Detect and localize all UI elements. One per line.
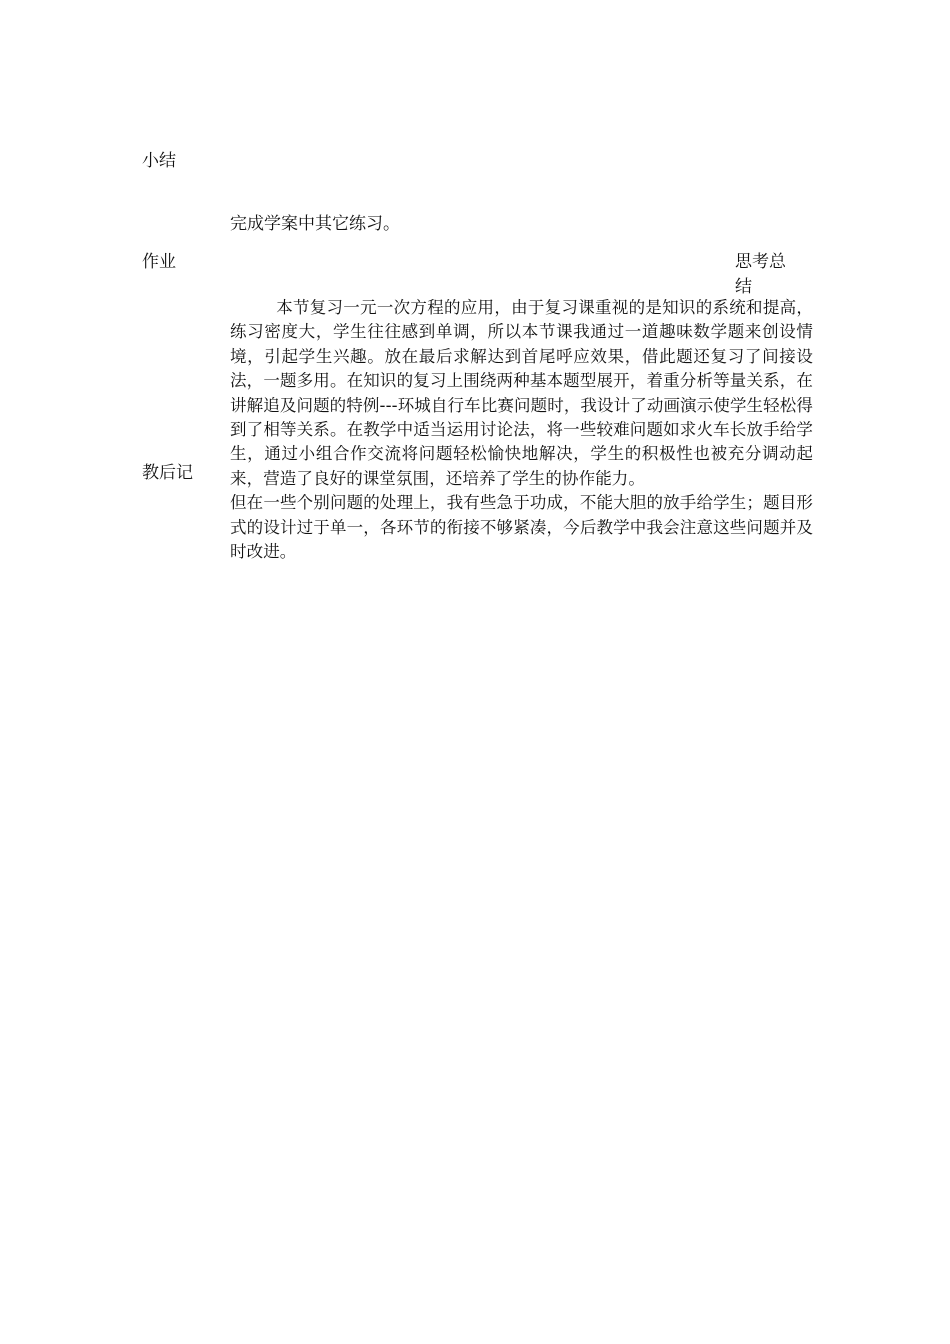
label-reflection: 教后记 — [142, 463, 193, 483]
reflection-paragraph: 但在一些个别问题的处理上，我有些急于功成，不能大胆的放手给学生；题目形式的设计过于单一，各环节的衔接不够紧凑，今后教学中我会注意这些问题并及时改进。 — [230, 493, 813, 562]
label-summary: 小结 — [142, 151, 176, 171]
reflection-text — [230, 296, 813, 564]
reflection-paragraph: 本节复习一元一次方程的应用，由于复习课重视的是知识的系统和提高，练习密度大，学生往往感到单调，所以本节课我通过一道趣味数学题来创设情境，引起学生兴趣。放在最后求解达到首尾呼应效果，借此题还复习了间接设法，一题多用。在知识的复习上围绕两种基本题型展开，着重分析等量关系，在讲解追及问题的特例---环城自行车比赛问题时，我设计了动画演示使学生轻松得到了相等关系。在教学中适当运用讨论法，将一些较难问题如求火车长放手给学生，通过小组合作交流将问题轻松愉快地解决，学生的积极性也被充分调动起来，营造了良好的课堂氛围，还培养了学生的协作能力。 — [230, 298, 813, 488]
homework-text: 完成学案中其它练习。 — [230, 214, 400, 234]
label-thinking-summary: 思考总结 — [735, 252, 786, 297]
label-homework: 作业 — [142, 252, 176, 272]
